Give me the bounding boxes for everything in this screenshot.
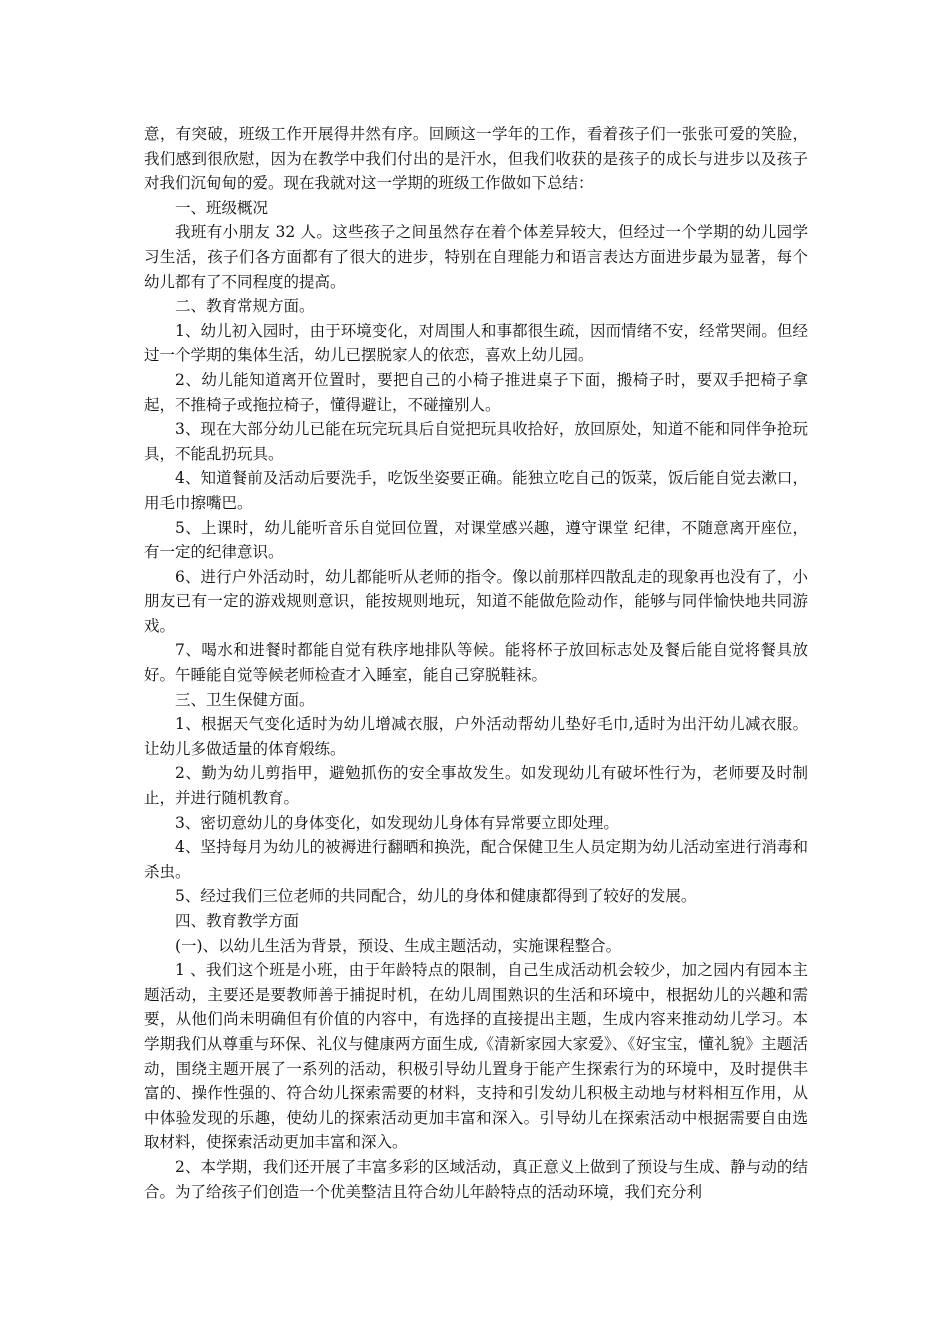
paragraph: 4、坚持每月为幼儿的被褥进行翻晒和换洗，配合保健卫生人员定期为幼儿活动室进行消毒和杀虫。 xyxy=(144,838,808,881)
paragraph: 4、知道餐前及活动后要洗手，吃饭坐姿要正确。能独立吃自己的饭菜，饭后能自觉去漱口，用毛巾擦嘴巴。 xyxy=(144,469,808,512)
subsection-heading: (一)、以幼儿生活为背景，预设、生成主题活动，实施课程整合。 xyxy=(175,936,622,955)
paragraph: 1、根据天气变化适时为幼儿增减衣服，户外活动帮幼儿垫好毛巾,适时为出汗幼儿减衣服。让幼儿多做适量的体育煅练。 xyxy=(144,715,808,758)
paragraph: 2、幼儿能知道离开位置时，要把自己的小椅子推进桌子下面，搬椅子时，要双手把椅子拿起，不推椅子或拖拉椅子，懂得避让，不碰撞别人。 xyxy=(144,370,808,414)
paragraph: 1、幼儿初入园时，由于环境变化，对周围人和事都很生疏，因而情绪不安，经常哭闹。但经过一个学期的集体生活，幼儿已摆脱家人的依恋，喜欢上幼儿园。 xyxy=(144,321,808,365)
paragraph: 5、经过我们三位老师的共同配合，幼儿的身体和健康都得到了较好的发展。 xyxy=(175,887,697,906)
paragraph: 3、现在大部分幼儿已能在玩完玩具后自觉把玩具收拾好，放回原处，知道不能和同伴争抢玩具，不能乱扔玩具。 xyxy=(144,420,808,463)
paragraph: 5、上课时，幼儿能听音乐自觉回位置，对课堂感兴趣，遵守课堂 纪律，不随意离开座位，有一定的纪律意识。 xyxy=(144,518,808,562)
paragraph: 2、本学期，我们还开展了丰富多彩的区域活动，真正意义上做到了预设与生成、静与动的结合。为了给孩子们创造一个优美整洁且符合幼儿年龄特点的活动环境，我们充分利 xyxy=(144,1157,808,1201)
paragraph: 意，有突破，班级工作开展得井然有序。回顾这一学年的工作，看着孩子们一张张可爱的笑脸，我们感到很欣慰，因为在教学中我们付出的是汗水，但我们收获的是孩子的成长与进步以及孩子对我们沉甸甸的爱。现在我就对这一学期的班级工作做如下总结： xyxy=(144,125,808,193)
section-heading: 二、教育常规方面。 xyxy=(175,297,315,316)
section-heading: 四、教育教学方面 xyxy=(175,912,300,930)
section-heading: 三、卫生保健方面。 xyxy=(175,690,315,709)
paragraph: 6、进行户外活动时，幼儿都能听从老师的指令。像以前那样四散乱走的现象再也没有了，小朋友已有一定的游戏规则意识，能按规则地玩，知道不能做危险动作，能够与同伴愉快地共同游戏。 xyxy=(144,567,808,635)
paragraph: 3、密切意幼儿的身体变化，如发现幼儿身体有异常要立即处理。 xyxy=(175,813,619,832)
paragraph: 我班有小朋友 32 人。这些孩子之间虽然存在着个体差异较大，但经过一个学期的幼儿园学习生活，孩子们各方面都有了很大的进步，特别在自理能力和语言表达方面进步最为显著，每个幼儿都有了不同程度的提高。 xyxy=(144,223,808,291)
document-body xyxy=(144,122,808,1204)
paragraph: 1 、我们这个班是小班，由于年龄特点的限制，自己生成活动机会较少，加之园内有园本主题活动，主要还是要教师善于捕捉时机，在幼儿周围熟识的生活和环境中，根据幼儿的兴趣和需要，从他们尚未明确但有价值的内容中，有选择的直接提出主题，生成内容来推动幼儿学习。本学期我们从尊重与环保、礼仪与健康两方面生成,《清新家园大家爱》、《好宝宝，懂礼貌》主题活动，围绕主题开展了一系列的活动，积极引导幼儿置身于能产生探索行为的环境中，及时提供丰富的、操作性强的、符合幼儿探索需要的材料，支持和引发幼儿积极主动地与材料相互作用，从中体验发现的乐趣，使幼儿的探索活动更加丰富和深入。引导幼儿在探索活动中根据需要自由选取材料，使探索活动更加丰富和深入。 xyxy=(144,961,808,1152)
section-heading: 一、班级概况 xyxy=(175,198,269,217)
paragraph: 7、喝水和进餐时都能自觉有秩序地排队等候。能将杯子放回标志处及餐后能自觉将餐具放好。午睡能自觉等候老师检查才入睡室，能自己穿脱鞋袜。 xyxy=(144,641,808,685)
paragraph: 2、勤为幼儿剪指甲，避勉抓伤的安全事故发生。如发现幼儿有破坏性行为，老师要及时制止，并进行随机教育。 xyxy=(144,764,808,808)
